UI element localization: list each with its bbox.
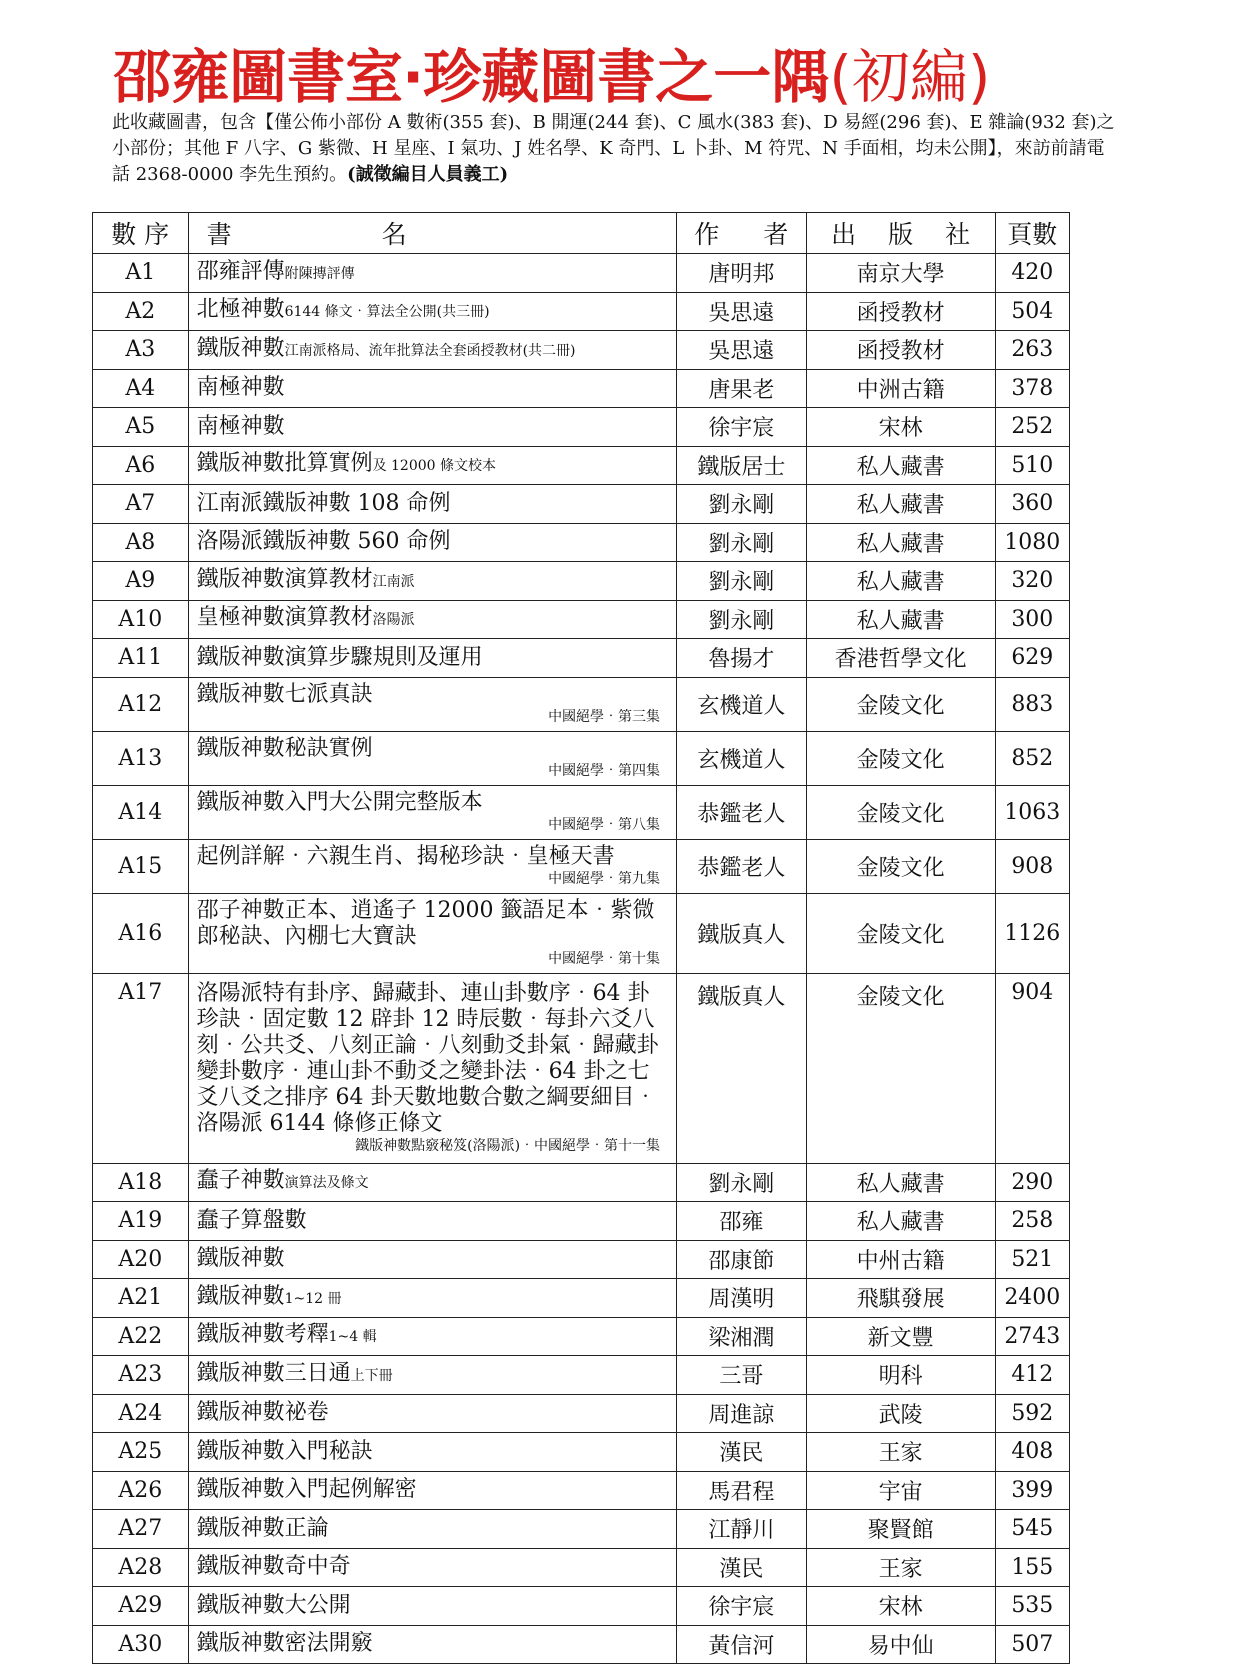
row-title [188,485,677,524]
row-publisher: 金陵文化 [806,973,995,1163]
table-row [93,1240,1070,1279]
book-name: 鐵版神數祕卷 [196,1400,329,1426]
book-name: 蠢子神數 [196,1168,285,1194]
book-note: 江南派格局、流年批算法全套函授教材(共二冊) [284,342,576,359]
row-pages: 521 [995,1240,1069,1279]
row-id: A30 [93,1625,189,1664]
row-pages: 300 [995,600,1069,639]
row-pages: 1126 [995,893,1069,973]
row-title [188,1625,677,1664]
row-publisher: 金陵文化 [806,677,995,731]
row-pages: 852 [995,731,1069,785]
row-title [188,292,677,331]
row-pages: 320 [995,562,1069,601]
header-pub-a: 出 [831,220,857,249]
row-author: 魯揚才 [677,639,807,678]
row-title [188,1433,677,1472]
book-name: 邵雍評傳 [196,258,285,284]
row-publisher: 私人藏書 [806,600,995,639]
header-name-b: 名 [381,220,407,249]
book-series: 中國絕學‧第三集 [548,709,661,725]
row-author: 周漢明 [677,1279,807,1318]
book-series: 鐵版神數點竅秘笈(洛陽派)‧中國絕學‧第十一集 [355,1138,661,1154]
row-author: 三哥 [677,1356,807,1395]
book-name: 鐵版神數 [196,335,285,361]
row-id: A15 [93,839,189,893]
row-pages: 290 [995,1163,1069,1202]
table-row [93,292,1070,331]
row-title [188,839,677,893]
header-id: 數 序 [93,213,189,254]
row-publisher: 武陵 [806,1394,995,1433]
table-row [93,523,1070,562]
table-row [93,1163,1070,1202]
row-pages: 545 [995,1510,1069,1549]
row-title [188,639,677,678]
row-id: A13 [93,731,189,785]
row-id: A20 [93,1240,189,1279]
table-row [93,1394,1070,1433]
table-row [93,1433,1070,1472]
header-pub-c: 社 [945,220,971,249]
row-publisher: 易中仙 [806,1625,995,1664]
row-publisher: 宋林 [806,1587,995,1626]
row-title [188,331,677,370]
row-id: A27 [93,1510,189,1549]
row-title [188,677,677,731]
table-row [93,600,1070,639]
table-row [93,331,1070,370]
row-title [188,1471,677,1510]
intro-paragraph [112,110,1122,188]
row-title [188,562,677,601]
row-author: 邵康節 [677,1240,807,1279]
row-publisher: 宇宙 [806,1471,995,1510]
table-row [93,893,1070,973]
row-id: A16 [93,893,189,973]
header-author-b: 者 [763,220,789,249]
row-id: A9 [93,562,189,601]
table-row [93,369,1070,408]
title-main: 邵雍圖書室‧珍藏圖書之一隅 [113,43,830,111]
book-name: 洛陽派鐵版神數 560 命例 [196,529,451,555]
row-pages: 1063 [995,785,1069,839]
row-pages: 507 [995,1625,1069,1664]
row-id: A10 [93,600,189,639]
row-publisher: 明科 [806,1356,995,1395]
book-note: 1~4 輯 [328,1329,377,1346]
row-pages: 263 [995,331,1069,370]
book-name: 洛陽派特有卦序、歸藏卦、連山卦數序‧64 卦珍訣‧固定數 12 辟卦 12 時辰數‧每卦六爻八刻‧公共爻、八刻正論‧八刻動爻卦氣‧歸藏卦變卦數序‧連山卦不動爻之變卦法‧64 卦之七爻八爻之排序 64 卦天數地數合數之綱要細目‧洛陽派 6144 條修正條文 [196,981,659,1136]
book-name: 鐵版神數考釋 [196,1322,329,1348]
book-name: 江南派鐵版神數 108 命例 [196,490,451,516]
table-row [93,1510,1070,1549]
book-name: 南極神數 [196,413,285,439]
row-author: 江靜川 [677,1510,807,1549]
row-pages: 408 [995,1433,1069,1472]
row-pages: 1080 [995,523,1069,562]
table-row [93,485,1070,524]
row-title [188,254,677,293]
table-row [93,446,1070,485]
row-id: A7 [93,485,189,524]
row-title [188,1163,677,1202]
book-name: 鐵版神數三日通 [196,1360,351,1386]
row-id: A28 [93,1548,189,1587]
header-author [677,213,807,254]
book-name: 鐵版神數入門起例解密 [196,1477,417,1503]
header-pages: 頁數 [995,213,1069,254]
row-publisher: 王家 [806,1433,995,1472]
book-name: 鐵版神數正論 [196,1515,329,1541]
book-note: 演算法及條文 [284,1175,369,1192]
row-id: A24 [93,1394,189,1433]
row-title [188,1587,677,1626]
table-row [93,1202,1070,1241]
book-series: 中國絕學‧第十集 [548,951,661,967]
book-note: 上下冊 [350,1367,393,1384]
table-row [93,839,1070,893]
row-title [188,1548,677,1587]
row-author: 劉永剛 [677,1163,807,1202]
row-author: 鐵版真人 [677,973,807,1163]
row-id: A21 [93,1279,189,1318]
row-title [188,369,677,408]
row-id: A1 [93,254,189,293]
book-note: 1~12 冊 [284,1290,342,1307]
book-name: 鐵版神數奇中奇 [196,1554,351,1580]
row-author: 黃信河 [677,1625,807,1664]
row-publisher: 金陵文化 [806,785,995,839]
row-author: 唐果老 [677,369,807,408]
book-name: 鐵版神數演算步驟規則及運用 [196,644,483,670]
book-name: 蠢子算盤數 [196,1207,307,1233]
row-pages: 258 [995,1202,1069,1241]
row-author: 徐宇宸 [677,1587,807,1626]
book-name: 鐵版神數七派真訣 [196,682,373,707]
book-name: 皇極神數演算教材 [196,605,373,631]
row-title [188,1279,677,1318]
row-id: A22 [93,1317,189,1356]
row-publisher: 聚賢館 [806,1510,995,1549]
row-author: 恭鑑老人 [677,785,807,839]
table-row [93,731,1070,785]
book-name: 鐵版神數 [196,1283,285,1309]
row-pages: 399 [995,1471,1069,1510]
row-publisher: 金陵文化 [806,839,995,893]
row-author: 玄機道人 [677,677,807,731]
row-author: 劉永剛 [677,485,807,524]
row-title [188,1317,677,1356]
book-name: 鐵版神數批算實例 [196,451,373,477]
book-note: 6144 條文‧算法全公開(共三冊) [284,304,490,321]
row-id: A23 [93,1356,189,1395]
row-pages: 2743 [995,1317,1069,1356]
row-publisher: 南京大學 [806,254,995,293]
row-publisher: 私人藏書 [806,562,995,601]
row-id: A26 [93,1471,189,1510]
row-pages: 592 [995,1394,1069,1433]
row-author: 漢民 [677,1548,807,1587]
table-row [93,973,1070,1163]
row-id: A18 [93,1163,189,1202]
row-id: A12 [93,677,189,731]
row-publisher: 金陵文化 [806,731,995,785]
row-publisher: 新文豐 [806,1317,995,1356]
row-author: 梁湘潤 [677,1317,807,1356]
table-row [93,639,1070,678]
book-series: 中國絕學‧第九集 [548,871,661,887]
row-publisher: 函授教材 [806,331,995,370]
row-author: 劉永剛 [677,523,807,562]
row-author: 恭鑑老人 [677,839,807,893]
row-id: A5 [93,408,189,447]
row-pages: 504 [995,292,1069,331]
title-suffix: (初編) [829,43,991,111]
row-publisher: 王家 [806,1548,995,1587]
header-publisher [806,213,995,254]
row-id: A4 [93,369,189,408]
row-title [188,1394,677,1433]
book-name: 鐵版神數入門秘訣 [196,1438,373,1464]
header-name [188,213,677,254]
row-publisher: 私人藏書 [806,485,995,524]
row-pages: 2400 [995,1279,1069,1318]
row-publisher: 宋林 [806,408,995,447]
row-author: 吳思遠 [677,331,807,370]
row-publisher: 函授教材 [806,292,995,331]
row-id: A19 [93,1202,189,1241]
row-publisher: 中洲古籍 [806,369,995,408]
row-title [188,408,677,447]
row-pages: 412 [995,1356,1069,1395]
table-row [93,254,1070,293]
row-title [188,785,677,839]
row-publisher: 私人藏書 [806,446,995,485]
row-title [188,1202,677,1241]
table-row [93,1471,1070,1510]
row-id: A29 [93,1587,189,1626]
row-publisher: 私人藏書 [806,1202,995,1241]
row-title [188,600,677,639]
row-pages: 360 [995,485,1069,524]
row-title [188,973,677,1163]
table-header-row [93,213,1070,254]
intro-text: 此收藏圖書，包含【僅公佈小部份 A 數術(355 套)、B 開運(244 套)、C 風水(383 套)、D 易經(296 套)、E 雜論(932 套)之小部份；其他 F 八字、G 紫微、H 星座、I 氣功、J 姓名學、K 奇門、L 卜卦、M 符咒、N 手面相，均未公開】，來訪前請電話 2368-0000 李先生預約。 [112,112,1115,185]
row-author: 唐明邦 [677,254,807,293]
table-row [93,562,1070,601]
row-id: A25 [93,1433,189,1472]
row-id: A11 [93,639,189,678]
book-name: 鐵版神數秘訣實例 [196,736,373,761]
row-pages: 252 [995,408,1069,447]
row-title [188,1356,677,1395]
book-note: 附陳摶評傳 [284,265,355,282]
row-author: 劉永剛 [677,600,807,639]
book-series: 中國絕學‧第四集 [548,763,661,779]
row-title [188,1510,677,1549]
header-name-a: 書 [206,220,232,249]
book-note: 洛陽派 [372,612,415,629]
row-title [188,523,677,562]
book-name: 鐵版神數 [196,1246,285,1272]
row-pages: 883 [995,677,1069,731]
table-row [93,408,1070,447]
page-title [113,42,1163,112]
book-table [92,212,1070,1664]
row-publisher: 私人藏書 [806,1163,995,1202]
row-id: A3 [93,331,189,370]
book-name: 起例詳解‧六親生肖、揭秘珍訣‧皇極天書 [196,844,615,869]
table-row [93,1625,1070,1664]
row-author: 吳思遠 [677,292,807,331]
row-author: 徐宇宸 [677,408,807,447]
table-row [93,1356,1070,1395]
row-id: A8 [93,523,189,562]
row-id: A14 [93,785,189,839]
row-title [188,1240,677,1279]
row-id: A17 [93,973,189,1163]
table-row [93,1548,1070,1587]
book-note: 及 12000 條文校本 [372,458,497,475]
row-author: 馬君程 [677,1471,807,1510]
book-name: 鐵版神數密法開竅 [196,1631,373,1657]
table-row [93,1317,1070,1356]
row-author: 劉永剛 [677,562,807,601]
row-publisher: 中州古籍 [806,1240,995,1279]
row-title [188,446,677,485]
row-author: 邵雍 [677,1202,807,1241]
header-pub-b: 版 [888,220,914,249]
book-name: 南極神數 [196,375,285,401]
row-id: A6 [93,446,189,485]
row-title [188,731,677,785]
row-id: A2 [93,292,189,331]
row-pages: 155 [995,1548,1069,1587]
row-pages: 420 [995,254,1069,293]
row-title [188,893,677,973]
volunteer-notice: (誠徵編目人員義工) [347,164,509,185]
row-publisher: 金陵文化 [806,893,995,973]
row-pages: 629 [995,639,1069,678]
row-author: 玄機道人 [677,731,807,785]
row-author: 鐵版真人 [677,893,807,973]
row-publisher: 私人藏書 [806,523,995,562]
row-pages: 908 [995,839,1069,893]
row-publisher: 飛騏發展 [806,1279,995,1318]
table-row [93,785,1070,839]
book-name: 鐵版神數入門大公開完整版本 [196,790,483,815]
book-note: 江南派 [372,573,415,590]
row-pages: 510 [995,446,1069,485]
row-author: 鐵版居士 [677,446,807,485]
book-name: 鐵版神數大公開 [196,1592,351,1618]
row-author: 周進諒 [677,1394,807,1433]
table-row [93,1279,1070,1318]
header-author-a: 作 [694,220,720,249]
row-pages: 535 [995,1587,1069,1626]
row-publisher: 香港哲學文化 [806,639,995,678]
book-name: 北極神數 [196,297,285,323]
row-author: 漢民 [677,1433,807,1472]
table-row [93,1587,1070,1626]
table-row [93,677,1070,731]
book-series: 中國絕學‧第八集 [548,817,661,833]
row-pages: 378 [995,369,1069,408]
book-name: 鐵版神數演算教材 [196,566,373,592]
row-pages: 904 [995,973,1069,1163]
book-name: 邵子神數正本、逍遙子 12000 籤語足本‧紫微郎秘訣、內棚七大寶訣 [196,898,655,949]
